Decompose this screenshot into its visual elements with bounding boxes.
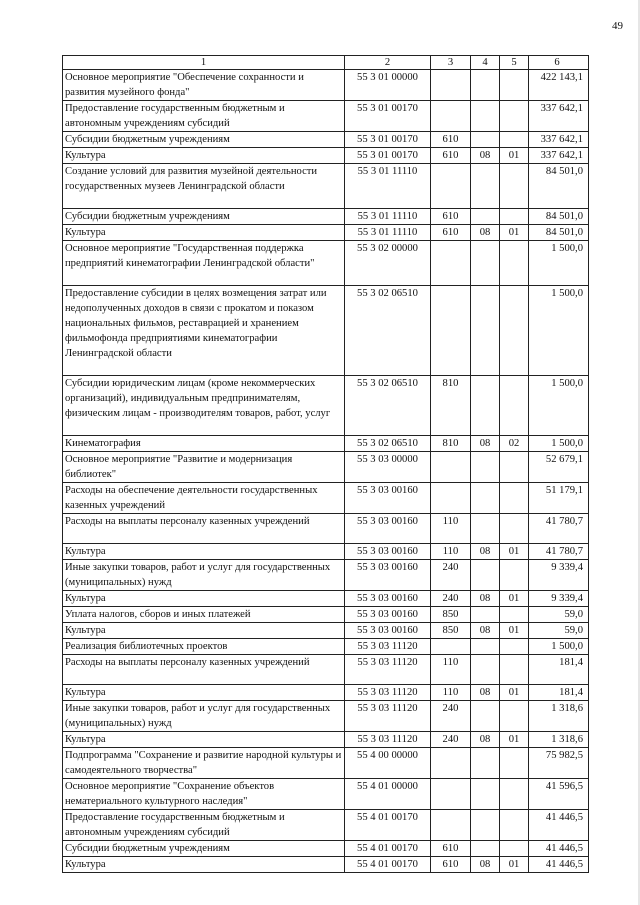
row-section <box>471 376 500 436</box>
row-name: Основное мероприятие "Государственная поддержка предприятий кинематографии Ленинградской области" <box>63 241 345 286</box>
row-name: Субсидии бюджетным учреждениям <box>63 841 345 857</box>
row-name: Иные закупки товаров, работ и услуг для государственных (муниципальных) нужд <box>63 560 345 591</box>
row-amount: 84 501,0 <box>529 164 589 209</box>
row-subsection: 01 <box>500 148 529 164</box>
row-subsection <box>500 748 529 779</box>
row-name: Создание условий для развития музейной деятельности государственных музеев Ленинградской области <box>63 164 345 209</box>
row-code: 55 3 03 00160 <box>345 623 431 639</box>
row-name: Расходы на выплаты персоналу казенных учреждений <box>63 514 345 544</box>
row-name: Кинематография <box>63 436 345 452</box>
header-col-1: 1 <box>63 56 345 70</box>
table-row <box>63 685 589 701</box>
row-section <box>471 241 500 286</box>
row-code: 55 3 02 06510 <box>345 286 431 376</box>
row-name: Расходы на обеспечение деятельности государственных казенных учреждений <box>63 483 345 514</box>
row-name: Основное мероприятие "Обеспечение сохранности и развития музейного фонда" <box>63 70 345 101</box>
row-amount: 84 501,0 <box>529 209 589 225</box>
row-amount: 1 500,0 <box>529 436 589 452</box>
table-row <box>63 101 589 132</box>
row-expense-type: 110 <box>431 655 471 685</box>
row-code: 55 3 03 00160 <box>345 607 431 623</box>
row-expense-type: 240 <box>431 560 471 591</box>
row-code: 55 3 03 00160 <box>345 544 431 560</box>
table-row <box>63 623 589 639</box>
page-number: 49 <box>612 20 623 32</box>
row-name: Культура <box>63 225 345 241</box>
row-amount: 337 642,1 <box>529 101 589 132</box>
row-code: 55 3 03 11120 <box>345 639 431 655</box>
row-section <box>471 779 500 810</box>
row-code: 55 4 01 00170 <box>345 857 431 873</box>
row-section <box>471 639 500 655</box>
row-subsection <box>500 810 529 841</box>
row-section <box>471 748 500 779</box>
table-row <box>63 591 589 607</box>
row-subsection: 01 <box>500 685 529 701</box>
row-expense-type <box>431 452 471 483</box>
row-subsection: 01 <box>500 225 529 241</box>
table-row <box>63 857 589 873</box>
row-amount: 181,4 <box>529 685 589 701</box>
row-expense-type <box>431 639 471 655</box>
row-expense-type <box>431 748 471 779</box>
row-subsection <box>500 452 529 483</box>
row-amount: 337 642,1 <box>529 132 589 148</box>
table-row <box>63 70 589 101</box>
table-row <box>63 225 589 241</box>
row-code: 55 3 03 11120 <box>345 701 431 732</box>
row-amount: 1 500,0 <box>529 286 589 376</box>
row-name: Культура <box>63 591 345 607</box>
row-subsection <box>500 241 529 286</box>
row-section <box>471 841 500 857</box>
row-expense-type <box>431 101 471 132</box>
row-code: 55 3 03 11120 <box>345 732 431 748</box>
row-amount: 9 339,4 <box>529 591 589 607</box>
header-row <box>63 56 589 70</box>
row-expense-type <box>431 483 471 514</box>
row-section: 08 <box>471 148 500 164</box>
row-subsection <box>500 841 529 857</box>
row-expense-type: 810 <box>431 436 471 452</box>
row-amount: 1 500,0 <box>529 639 589 655</box>
table-row <box>63 483 589 514</box>
table-row <box>63 241 589 286</box>
row-subsection <box>500 779 529 810</box>
table-row <box>63 148 589 164</box>
table-row <box>63 748 589 779</box>
row-subsection <box>500 655 529 685</box>
row-expense-type: 810 <box>431 376 471 436</box>
row-expense-type: 240 <box>431 732 471 748</box>
row-name: Культура <box>63 857 345 873</box>
row-subsection <box>500 701 529 732</box>
row-subsection <box>500 70 529 101</box>
row-amount: 9 339,4 <box>529 560 589 591</box>
header-col-2: 2 <box>345 56 431 70</box>
row-name: Реализация библиотечных проектов <box>63 639 345 655</box>
row-section <box>471 164 500 209</box>
row-code: 55 3 02 06510 <box>345 376 431 436</box>
table-row <box>63 560 589 591</box>
row-amount: 41 780,7 <box>529 544 589 560</box>
row-subsection: 01 <box>500 623 529 639</box>
row-expense-type: 110 <box>431 514 471 544</box>
table-row <box>63 810 589 841</box>
row-subsection <box>500 376 529 436</box>
row-name: Уплата налогов, сборов и иных платежей <box>63 607 345 623</box>
table-row <box>63 514 589 544</box>
row-amount: 41 596,5 <box>529 779 589 810</box>
row-section <box>471 810 500 841</box>
header-col-3: 3 <box>431 56 471 70</box>
row-section <box>471 101 500 132</box>
row-section <box>471 286 500 376</box>
row-expense-type: 610 <box>431 857 471 873</box>
row-subsection <box>500 560 529 591</box>
row-expense-type <box>431 810 471 841</box>
row-subsection: 01 <box>500 857 529 873</box>
row-section <box>471 483 500 514</box>
row-name: Предоставление государственным бюджетным и автономным учреждениям субсидий <box>63 101 345 132</box>
row-amount: 84 501,0 <box>529 225 589 241</box>
table-row <box>63 779 589 810</box>
table-row <box>63 544 589 560</box>
row-section: 08 <box>471 591 500 607</box>
table-row <box>63 132 589 148</box>
row-name: Культура <box>63 732 345 748</box>
row-expense-type <box>431 70 471 101</box>
header-col-4: 4 <box>471 56 500 70</box>
header-col-5: 5 <box>500 56 529 70</box>
row-code: 55 3 02 06510 <box>345 436 431 452</box>
row-name: Культура <box>63 685 345 701</box>
row-expense-type: 610 <box>431 132 471 148</box>
row-amount: 59,0 <box>529 623 589 639</box>
row-section <box>471 70 500 101</box>
row-subsection <box>500 101 529 132</box>
row-subsection: 01 <box>500 732 529 748</box>
row-amount: 337 642,1 <box>529 148 589 164</box>
row-subsection <box>500 607 529 623</box>
table-row <box>63 732 589 748</box>
row-code: 55 3 03 00160 <box>345 560 431 591</box>
row-expense-type: 110 <box>431 544 471 560</box>
row-section <box>471 607 500 623</box>
budget-table-body <box>63 56 589 873</box>
row-section <box>471 132 500 148</box>
row-expense-type: 610 <box>431 225 471 241</box>
row-code: 55 4 01 00170 <box>345 810 431 841</box>
row-name: Подпрограмма "Сохранение и развитие народной культуры и самодеятельного творчества" <box>63 748 345 779</box>
row-code: 55 3 01 00170 <box>345 148 431 164</box>
row-expense-type: 240 <box>431 591 471 607</box>
row-section: 08 <box>471 544 500 560</box>
row-name: Предоставление субсидии в целях возмещения затрат или недополученных доходов в связи с прокатом и показом национальных фильмов, реставрацией и хранением фильмофонда предприятиями кинематографии Ленинградской области <box>63 286 345 376</box>
row-code: 55 3 03 11120 <box>345 685 431 701</box>
table-row <box>63 436 589 452</box>
row-section <box>471 209 500 225</box>
row-section <box>471 560 500 591</box>
row-subsection <box>500 639 529 655</box>
row-subsection <box>500 209 529 225</box>
row-code: 55 3 01 00170 <box>345 101 431 132</box>
row-section: 08 <box>471 732 500 748</box>
table-row <box>63 209 589 225</box>
row-code: 55 3 02 00000 <box>345 241 431 286</box>
row-section <box>471 452 500 483</box>
row-amount: 41 446,5 <box>529 810 589 841</box>
table-row <box>63 452 589 483</box>
row-code: 55 3 01 11110 <box>345 225 431 241</box>
row-expense-type: 850 <box>431 623 471 639</box>
row-expense-type <box>431 779 471 810</box>
row-code: 55 3 03 11120 <box>345 655 431 685</box>
row-amount: 181,4 <box>529 655 589 685</box>
table-row <box>63 164 589 209</box>
row-code: 55 3 01 11110 <box>345 209 431 225</box>
header-col-6: 6 <box>529 56 589 70</box>
row-code: 55 4 01 00170 <box>345 841 431 857</box>
row-name: Основное мероприятие "Сохранение объектов нематериального культурного наследия" <box>63 779 345 810</box>
table-row <box>63 841 589 857</box>
row-code: 55 3 03 00160 <box>345 591 431 607</box>
table-row <box>63 607 589 623</box>
row-expense-type: 610 <box>431 148 471 164</box>
row-section <box>471 514 500 544</box>
row-expense-type <box>431 164 471 209</box>
table-row <box>63 655 589 685</box>
row-amount: 1 318,6 <box>529 732 589 748</box>
row-code: 55 3 01 00170 <box>345 132 431 148</box>
row-expense-type: 610 <box>431 841 471 857</box>
row-amount: 1 500,0 <box>529 241 589 286</box>
row-amount: 59,0 <box>529 607 589 623</box>
table-row <box>63 701 589 732</box>
table-row <box>63 639 589 655</box>
row-name: Субсидии бюджетным учреждениям <box>63 132 345 148</box>
row-subsection <box>500 514 529 544</box>
row-amount: 1 318,6 <box>529 701 589 732</box>
row-name: Субсидии юридическим лицам (кроме некоммерческих организаций), индивидуальным предпринимателям, физическим лицам - производителям товаров, работ, услуг <box>63 376 345 436</box>
row-expense-type <box>431 241 471 286</box>
row-code: 55 4 01 00000 <box>345 779 431 810</box>
row-amount: 1 500,0 <box>529 376 589 436</box>
row-code: 55 3 03 00000 <box>345 452 431 483</box>
row-amount: 51 179,1 <box>529 483 589 514</box>
row-section: 08 <box>471 685 500 701</box>
row-amount: 422 143,1 <box>529 70 589 101</box>
row-name: Культура <box>63 544 345 560</box>
row-code: 55 3 03 00160 <box>345 514 431 544</box>
row-amount: 75 982,5 <box>529 748 589 779</box>
row-section: 08 <box>471 623 500 639</box>
row-name: Основное мероприятие "Развитие и модернизация библиотек" <box>63 452 345 483</box>
row-subsection: 02 <box>500 436 529 452</box>
row-section <box>471 655 500 685</box>
table-row <box>63 376 589 436</box>
row-expense-type: 240 <box>431 701 471 732</box>
row-subsection: 01 <box>500 591 529 607</box>
row-amount: 41 780,7 <box>529 514 589 544</box>
row-name: Культура <box>63 148 345 164</box>
row-section: 08 <box>471 857 500 873</box>
row-subsection <box>500 132 529 148</box>
row-name: Субсидии бюджетным учреждениям <box>63 209 345 225</box>
row-section: 08 <box>471 225 500 241</box>
row-expense-type: 110 <box>431 685 471 701</box>
row-code: 55 3 01 11110 <box>345 164 431 209</box>
row-expense-type: 850 <box>431 607 471 623</box>
row-name: Культура <box>63 623 345 639</box>
row-section <box>471 701 500 732</box>
row-expense-type: 610 <box>431 209 471 225</box>
row-name: Предоставление государственным бюджетным и автономным учреждениям субсидий <box>63 810 345 841</box>
row-name: Иные закупки товаров, работ и услуг для государственных (муниципальных) нужд <box>63 701 345 732</box>
row-code: 55 4 00 00000 <box>345 748 431 779</box>
table-row <box>63 286 589 376</box>
row-subsection <box>500 483 529 514</box>
row-amount: 41 446,5 <box>529 857 589 873</box>
row-section: 08 <box>471 436 500 452</box>
row-expense-type <box>431 286 471 376</box>
row-amount: 41 446,5 <box>529 841 589 857</box>
row-code: 55 3 03 00160 <box>345 483 431 514</box>
row-subsection <box>500 286 529 376</box>
row-code: 55 3 01 00000 <box>345 70 431 101</box>
row-name: Расходы на выплаты персоналу казенных учреждений <box>63 655 345 685</box>
row-subsection <box>500 164 529 209</box>
budget-table <box>62 55 589 873</box>
row-amount: 52 679,1 <box>529 452 589 483</box>
row-subsection: 01 <box>500 544 529 560</box>
